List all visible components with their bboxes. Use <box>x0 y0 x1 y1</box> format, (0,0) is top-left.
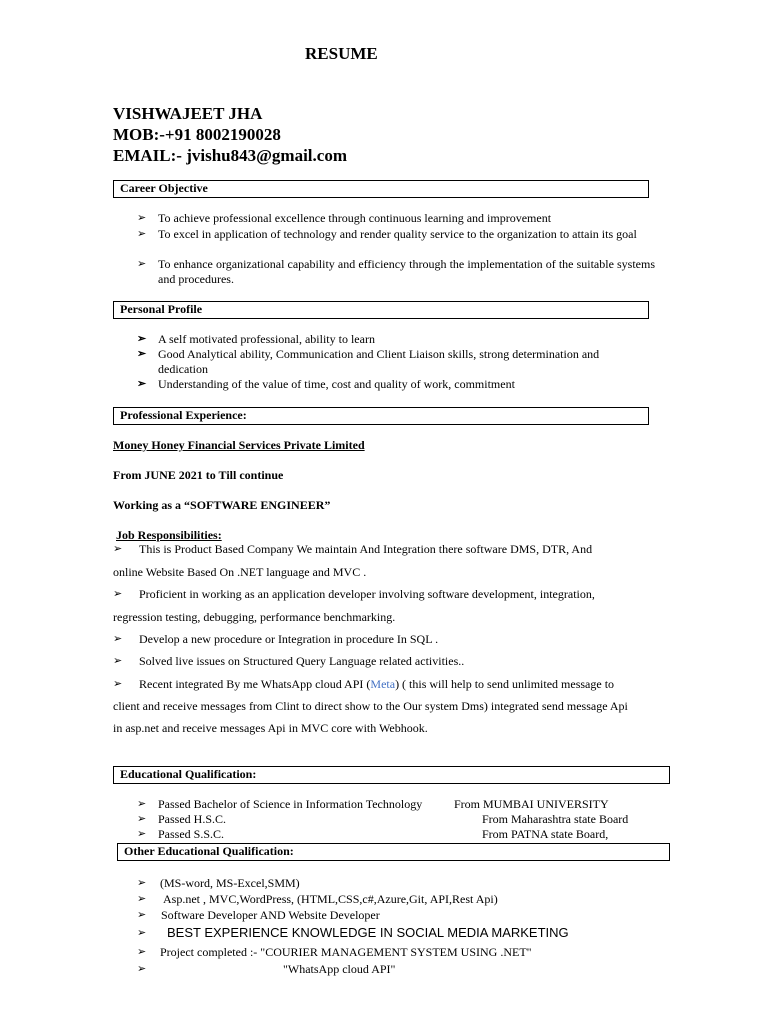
education-institution: From PATNA state Board, <box>482 827 609 841</box>
other-education-item: Software Developer AND Website Developer <box>161 908 380 922</box>
company-name: Money Honey Financial Services Private Limited <box>113 438 365 452</box>
objective-item: To enhance organizational capability and efficiency through the implementation of the suitable systems and procedures. <box>158 257 655 286</box>
education-institution: From MUMBAI UNIVERSITY <box>454 797 609 811</box>
candidate-name: VISHWAJEET JHA <box>113 104 263 123</box>
section-heading: Personal Profile <box>120 302 203 316</box>
bullet-icon: ➢ <box>113 655 123 667</box>
objective-item: To excel in application of technology and render quality service to the organization to attain its goal <box>158 227 637 241</box>
bullet-icon: ➢ <box>137 828 147 840</box>
education-degree: Passed H.S.C. <box>158 812 227 826</box>
responsibility-text: Proficient in working as an application developer involving software development, integration, <box>139 587 595 601</box>
bullet-icon: ➢ <box>137 946 147 958</box>
other-education-item: BEST EXPERIENCE KNOWLEDGE IN SOCIAL MEDIA MARKETING <box>167 925 569 940</box>
bullet-icon: ➢ <box>137 927 147 939</box>
responsibility-text: Solved live issues on Structured Query Language related activities.. <box>139 654 465 668</box>
profile-item: Good Analytical ability, Communication and Client Liaison skills, strong determination and dedication <box>158 347 600 376</box>
education-institution: From Maharashtra state Board <box>482 812 629 826</box>
responsibilities-heading: Job Responsibilities: <box>116 528 222 542</box>
responsibility-text-part: ) ( this will help to send unlimited message to <box>395 677 615 691</box>
section-heading: Professional Experience: <box>120 408 247 422</box>
education-degree: Passed S.S.C. <box>158 827 225 841</box>
responsibility-text: client and receive messages from Clint to direct show to the Our system Dms) integrated send message Api <box>113 699 628 713</box>
bullet-icon: ➢ <box>137 798 147 810</box>
bullet-icon: ➢ <box>113 633 123 645</box>
bullet-icon: ➢ <box>137 813 147 825</box>
section-heading: Other Educational Qualification: <box>124 844 294 858</box>
responsibility-text: online Website Based On .NET language and MVC . <box>113 565 367 579</box>
mobile-number: MOB:-+91 8002190028 <box>113 125 281 144</box>
other-education-item: (MS-word, MS-Excel,SMM) <box>160 876 300 890</box>
bullet-icon: ➢ <box>113 588 123 600</box>
other-education-item: Project completed :- "COURIER MANAGEMENT SYSTEM USING .NET" <box>160 945 532 959</box>
profile-item: A self motivated professional, ability to learn <box>158 332 375 346</box>
experience-header <box>113 407 649 425</box>
bullet-icon: ➢ <box>137 963 147 975</box>
responsibility-text <box>139 677 614 692</box>
career-objective-header <box>113 180 649 198</box>
responsibility-text: in asp.net and receive messages Api in MVC core with Webhook. <box>113 721 428 735</box>
bullet-icon: ➢ <box>113 678 123 690</box>
bullet-icon: ➢ <box>137 877 147 889</box>
responsibility-text: This is Product Based Company We maintain And Integration there software DMS, DTR, And <box>139 542 593 556</box>
bullet-icon: ➢ <box>137 333 147 345</box>
profile-item: Understanding of the value of time, cost and quality of work, commitment <box>158 377 515 391</box>
employment-duration: From JUNE 2021 to Till continue <box>113 468 284 482</box>
education-header <box>113 766 670 784</box>
page-title: RESUME <box>305 44 378 63</box>
meta-link[interactable]: Meta <box>370 677 396 691</box>
bullet-icon: ➢ <box>137 378 147 390</box>
responsibility-text: Develop a new procedure or Integration in procedure In SQL . <box>139 632 439 646</box>
objective-item: To achieve professional excellence through continuous learning and improvement <box>158 211 552 225</box>
education-degree: Passed Bachelor of Science in Information Technology <box>158 797 423 811</box>
section-heading: Career Objective <box>120 181 208 195</box>
responsibility-text-part: Recent integrated By me WhatsApp cloud API ( <box>139 677 371 691</box>
bullet-icon: ➢ <box>137 228 147 240</box>
section-heading: Educational Qualification: <box>120 767 257 781</box>
bullet-icon: ➢ <box>137 893 147 905</box>
bullet-icon: ➢ <box>137 212 147 224</box>
bullet-icon: ➢ <box>137 258 147 270</box>
other-education-item: Asp.net , MVC,WordPress, (HTML,CSS,c#,Azure,Git, API,Rest Api) <box>163 892 498 906</box>
bullet-icon: ➢ <box>137 909 147 921</box>
email-address: EMAIL:- jvishu843@gmail.com <box>113 146 347 165</box>
other-education-item: "WhatsApp cloud API" <box>283 962 396 976</box>
bullet-icon: ➢ <box>137 348 147 360</box>
job-role: Working as a “SOFTWARE ENGINEER” <box>113 498 331 512</box>
personal-profile-header <box>113 301 649 319</box>
responsibility-text: regression testing, debugging, performance benchmarking. <box>113 610 396 624</box>
bullet-icon: ➢ <box>113 543 123 555</box>
other-education-header <box>117 843 670 861</box>
